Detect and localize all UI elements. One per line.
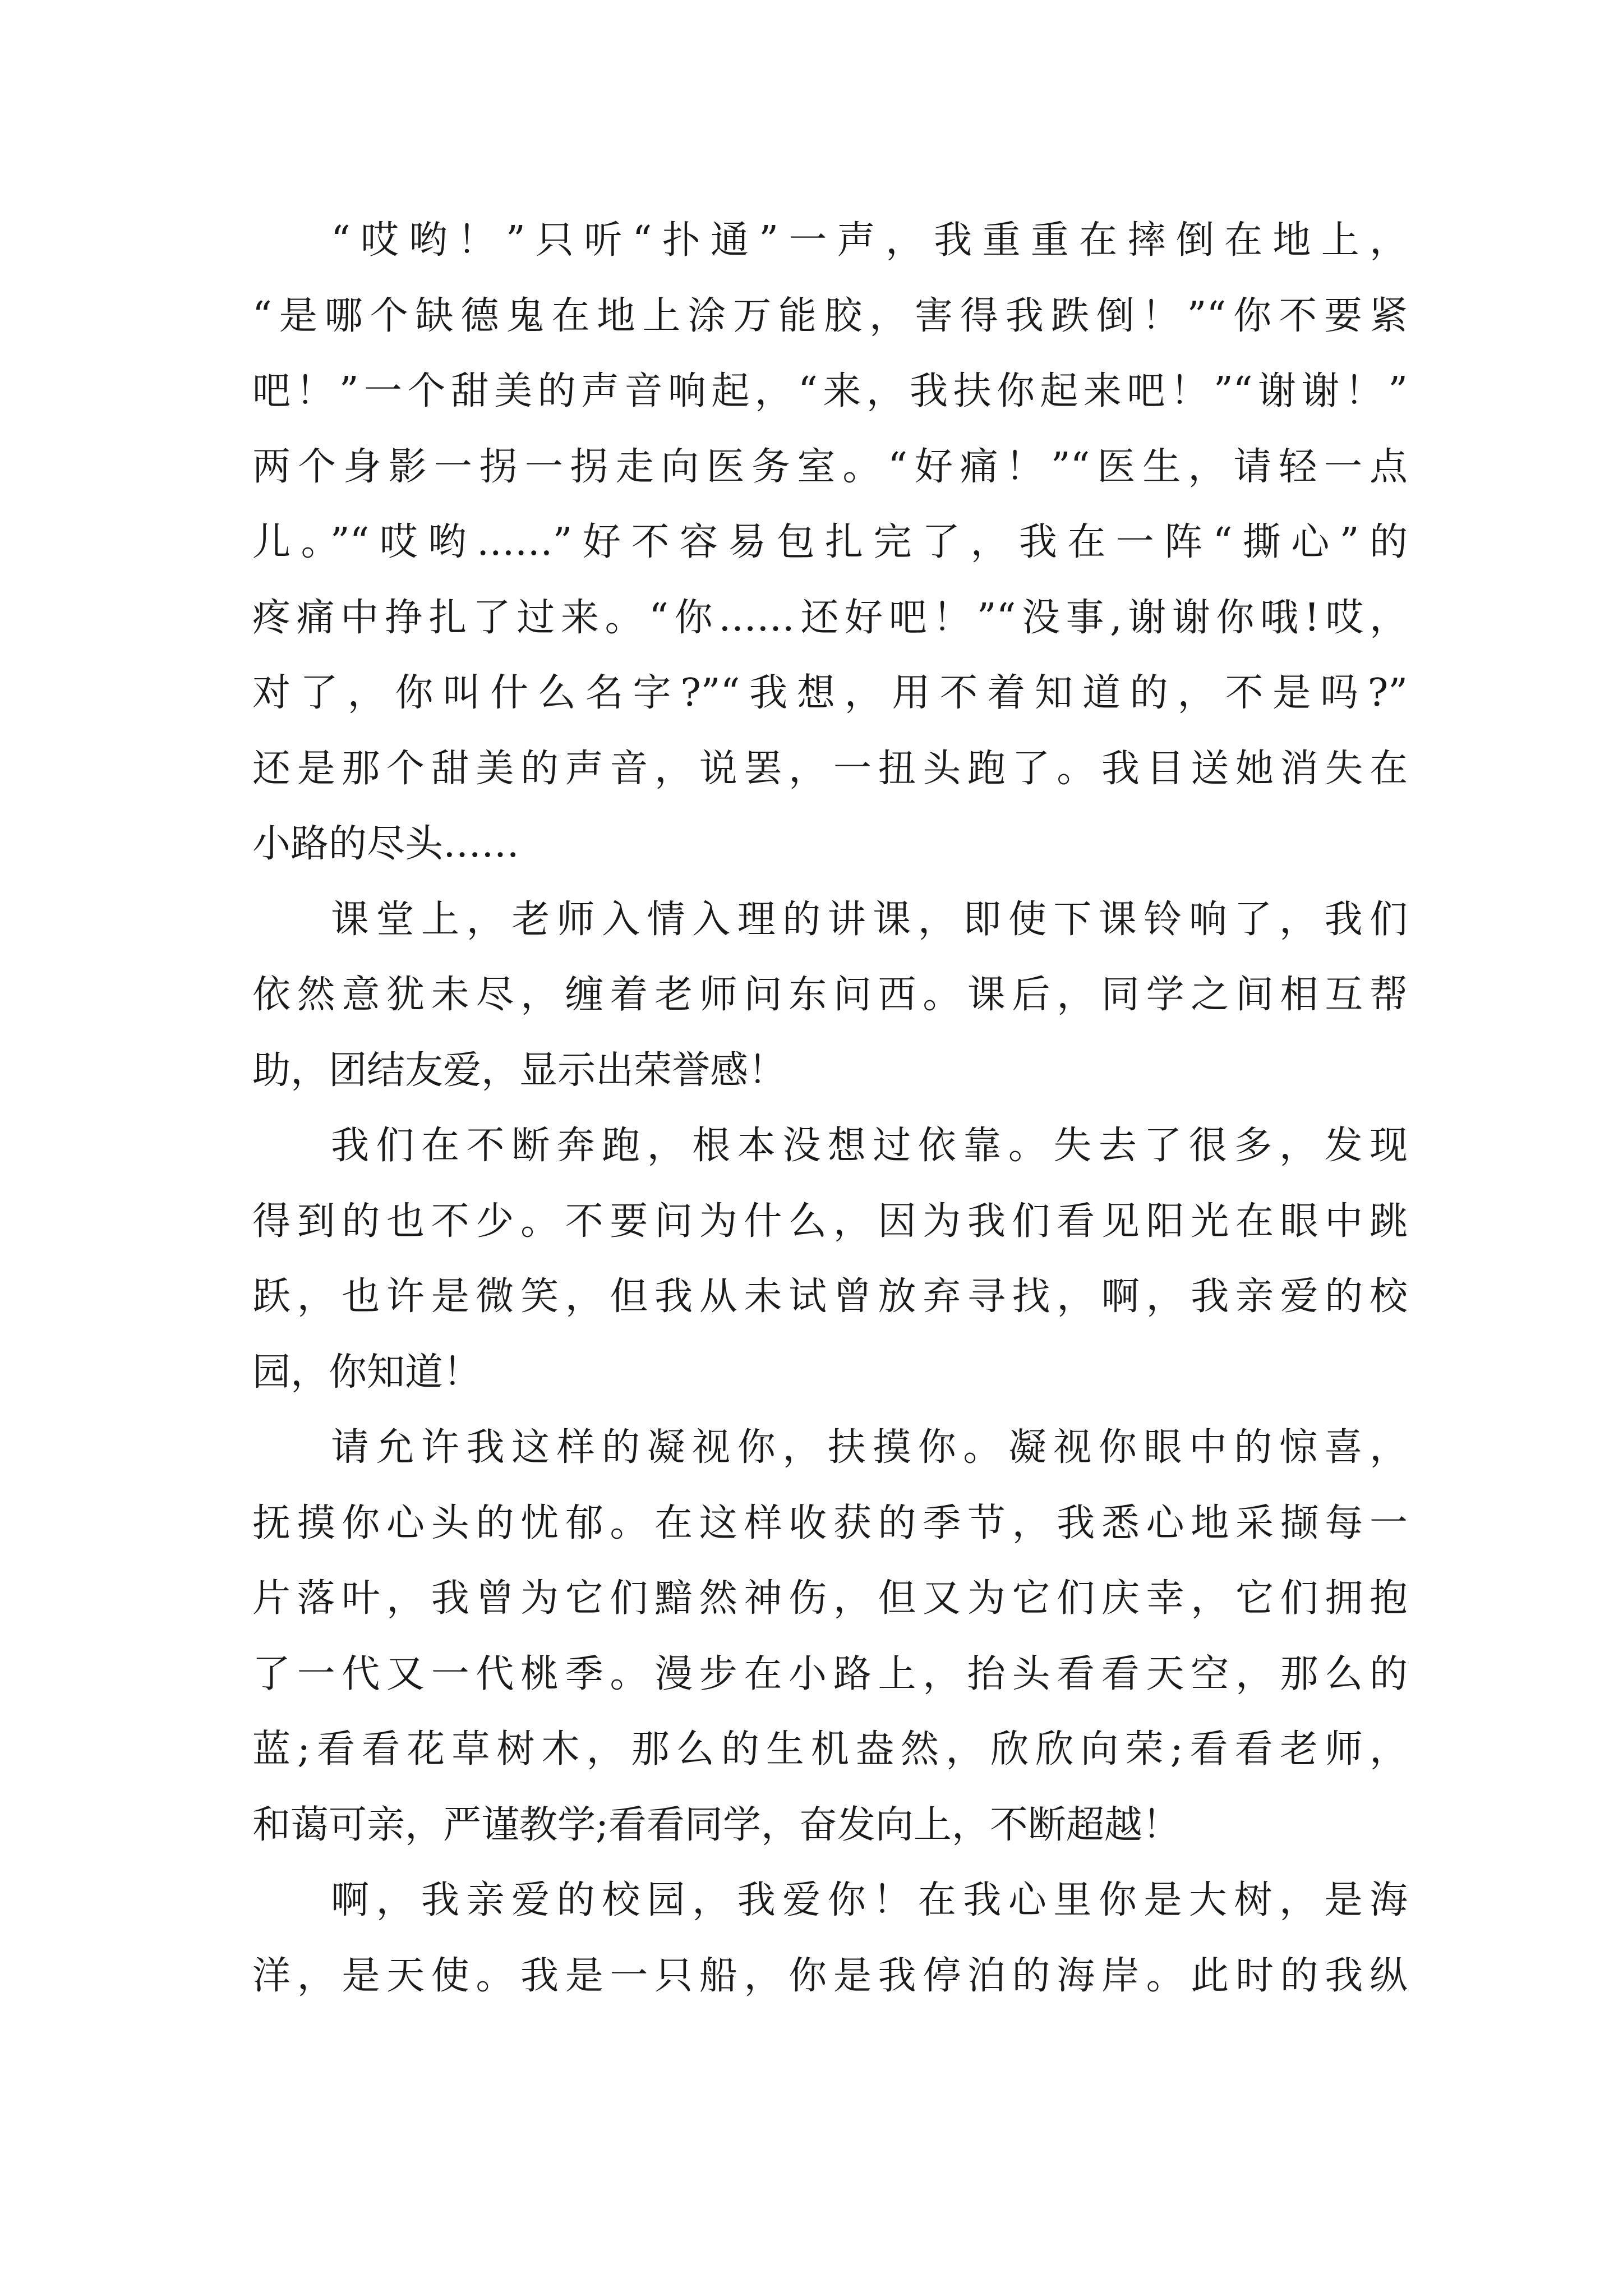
text-line: “哎哟！”只听“扑通”一声，我重重在摔倒在地上， — [331, 218, 1408, 263]
text-line: 园，你知道！ — [252, 1350, 482, 1395]
essay-text — [252, 203, 1408, 2014]
text-line: 两个身影一拐一拐走向医务室。“好痛！”“医生，请轻一点 — [252, 444, 1408, 489]
text-line: 片落叶，我曾为它们黯然神伤，但又为它们庆幸，它们拥抱 — [252, 1576, 1408, 1621]
text-line: 抚摸你心头的忧郁。在这样收获的季节，我悉心地采撷每一 — [252, 1501, 1408, 1545]
text-line: “是哪个缺德鬼在地上涂万能胶，害得我跌倒！”“你不要紧 — [252, 293, 1408, 338]
text-line: 洋，是天使。我是一只船，你是我停泊的海岸。此时的我纵 — [252, 1953, 1408, 1998]
text-line: 助，团结友爱，显示出荣誉感！ — [252, 1048, 787, 1093]
text-line: 小路的尽头…… — [252, 822, 520, 866]
text-line: 依然意犹未尽，缠着老师问东问西。课后，同学之间相互帮 — [252, 973, 1408, 1017]
text-line: 跃，也许是微笑，但我从未试曾放弃寻找，啊，我亲爱的校 — [252, 1274, 1408, 1319]
text-line: 蓝;看看花草树木，那么的生机盎然，欣欣向荣;看看老师， — [252, 1727, 1408, 1772]
text-line: 请允许我这样的凝视你，扶摸你。凝视你眼中的惊喜， — [331, 1425, 1408, 1470]
text-line: 得到的也不少。不要问为什么，因为我们看见阳光在眼中跳 — [252, 1199, 1408, 1244]
text-line: 我们在不断奔跑，根本没想过依靠。失去了很多，发现 — [331, 1124, 1408, 1168]
text-line: 对了，你叫什么名字?”“我想，用不着知道的，不是吗?” — [252, 671, 1408, 715]
text-line: 和蔼可亲，严谨教学;看看同学，奋发向上，不断超越！ — [252, 1802, 1181, 1847]
text-line: 还是那个甜美的声音，说罢，一扭头跑了。我目送她消失在 — [252, 746, 1408, 791]
text-line: 课堂上，老师入情入理的讲课，即使下课铃响了，我们 — [331, 897, 1408, 942]
text-line: 疼痛中挣扎了过来。“你……还好吧！”“没事,谢谢你哦!哎， — [252, 595, 1408, 640]
text-line: 儿。”“哎哟……”好不容易包扎完了，我在一阵“撕心”的 — [252, 520, 1408, 564]
text-line: 了一代又一代桃季。漫步在小路上，抬头看看天空，那么的 — [252, 1651, 1408, 1696]
text-line: 啊，我亲爱的校园，我爱你！在我心里你是大树，是海 — [331, 1878, 1408, 1922]
text-line: 吧！”一个甜美的声音响起，“来，我扶你起来吧！”“谢谢！” — [252, 369, 1408, 413]
